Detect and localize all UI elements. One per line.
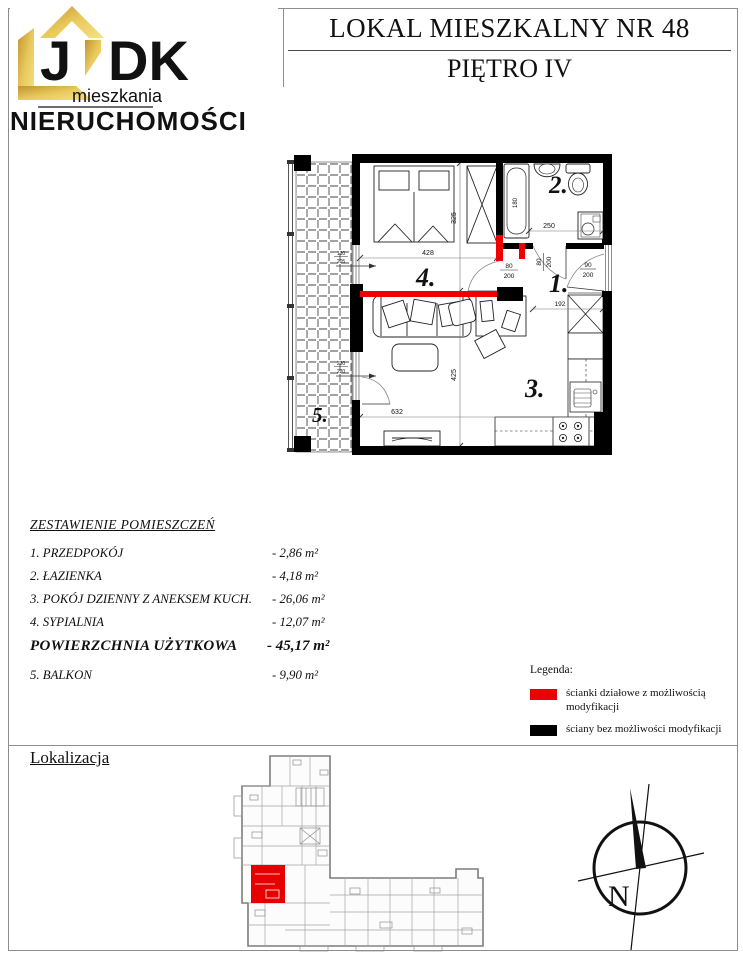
total-area-label: POWIERZCHNIA UŻYTKOWA bbox=[30, 638, 238, 655]
bedroom-furniture bbox=[374, 166, 497, 243]
legend-item bbox=[530, 687, 735, 715]
svg-text:130: 130 bbox=[336, 251, 346, 257]
tv-stand bbox=[384, 431, 440, 446]
legend-title: Legenda: bbox=[530, 664, 573, 676]
logo-graphic bbox=[10, 0, 278, 138]
dim-425: 425 bbox=[451, 369, 458, 381]
room-area: - 4,18 m² bbox=[272, 569, 319, 584]
dim-180: 180 bbox=[513, 197, 519, 209]
logo-monogram-dk: DK bbox=[108, 29, 189, 92]
toilet bbox=[566, 164, 590, 195]
dim-192: 192 bbox=[554, 301, 566, 308]
washing-machine bbox=[578, 212, 603, 239]
wardrobe bbox=[467, 166, 497, 243]
agency-logo bbox=[10, 0, 278, 138]
bedroom-door bbox=[468, 261, 499, 291]
building-locator-plan bbox=[225, 750, 515, 955]
room-schedule-heading: ZESTAWIENIE POMIESZCZEŃ bbox=[30, 517, 216, 532]
location-heading: Lokalizacja bbox=[30, 748, 110, 767]
table-row bbox=[30, 546, 380, 560]
coffee-table bbox=[392, 344, 438, 371]
room-number-hall: 1. bbox=[549, 269, 569, 298]
room-label: 3. POKÓJ DZIENNY Z ANEKSEM KUCH. bbox=[30, 592, 252, 607]
svg-text:205: 205 bbox=[336, 259, 346, 265]
double-bed bbox=[374, 166, 454, 242]
svg-text:230: 230 bbox=[336, 361, 346, 367]
table-row bbox=[30, 615, 380, 629]
highlighted-unit bbox=[251, 865, 285, 903]
logo-monogram-j: J bbox=[40, 29, 72, 92]
balcony-row bbox=[30, 668, 380, 682]
compass-north-label: N bbox=[608, 880, 630, 913]
fridge bbox=[568, 295, 603, 333]
page-title: LOKAL MIESZKALNY NR 48 bbox=[288, 13, 731, 51]
svg-text:90: 90 bbox=[584, 262, 592, 269]
room-label: 2. ŁAZIENKA bbox=[30, 569, 102, 584]
svg-text:200: 200 bbox=[546, 256, 553, 268]
balcony-area: - 9,90 m² bbox=[272, 667, 319, 682]
bedroom-door-label bbox=[500, 263, 518, 280]
room-number-living: 3. bbox=[525, 374, 545, 403]
legend bbox=[530, 664, 735, 744]
room-area: - 26,06 m² bbox=[272, 592, 325, 607]
building-outline bbox=[242, 756, 483, 946]
page-subtitle: PIĘTRO IV bbox=[447, 54, 572, 83]
logo-brand: NIERUCHOMOŚCI bbox=[10, 106, 247, 136]
table-row bbox=[30, 592, 380, 606]
stove bbox=[553, 417, 589, 446]
room-schedule bbox=[30, 517, 380, 691]
table-row bbox=[30, 569, 380, 583]
room-number-bathroom: 2. bbox=[549, 172, 568, 199]
legend-item-label: ścianki działowe z możliwością modyfikacji bbox=[566, 687, 706, 713]
svg-text:80: 80 bbox=[536, 258, 543, 266]
room-area: - 2,86 m² bbox=[272, 546, 319, 560]
balcony-door-swing bbox=[362, 377, 390, 404]
room-number-bedroom: 4. bbox=[416, 263, 436, 292]
balcony-label: 5. BALKON bbox=[30, 667, 92, 682]
svg-text:200: 200 bbox=[503, 273, 515, 280]
room-area: - 12,07 m² bbox=[272, 615, 325, 630]
legend-item bbox=[530, 723, 735, 737]
kitchen-sink bbox=[570, 382, 601, 412]
svg-text:200: 200 bbox=[582, 272, 594, 279]
black-wall-swatch bbox=[530, 725, 557, 736]
dim-632: 632 bbox=[391, 409, 403, 416]
legend-item-label: ściany bez możliwości modyfikacji bbox=[566, 722, 722, 735]
logo-tagline: mieszkania bbox=[72, 86, 163, 106]
svg-text:80: 80 bbox=[505, 263, 513, 270]
red-wall-swatch bbox=[530, 689, 557, 700]
kitchen-cabinet bbox=[568, 333, 603, 359]
balcony bbox=[287, 155, 352, 452]
room-number-balcony: 5. bbox=[312, 403, 328, 427]
room-label: 1. PRZEDPOKÓJ bbox=[30, 546, 124, 560]
apartment-floor-plan bbox=[265, 148, 630, 466]
total-area-row bbox=[30, 638, 380, 655]
title-block bbox=[284, 13, 735, 84]
total-area-value: - 45,17 m² bbox=[267, 638, 330, 655]
compass-rose bbox=[575, 770, 715, 960]
dim-428: 428 bbox=[422, 250, 434, 257]
dim-250: 250 bbox=[543, 223, 555, 230]
svg-text:220: 220 bbox=[336, 369, 346, 375]
section-divider bbox=[8, 745, 737, 746]
room-label: 4. SYPIALNIA bbox=[30, 615, 104, 630]
dim-325: 325 bbox=[451, 212, 458, 224]
